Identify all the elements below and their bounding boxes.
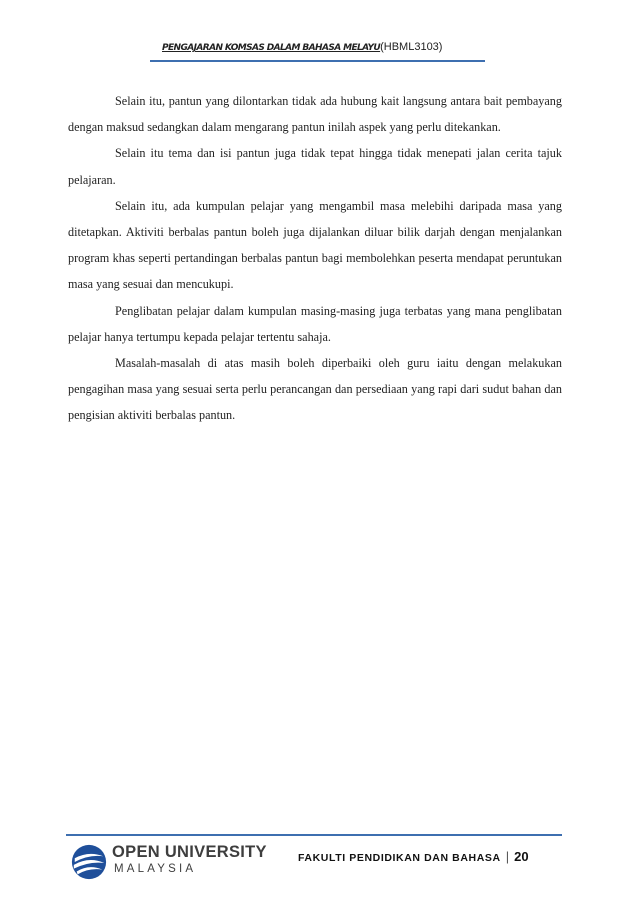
logo-wordmark-line1: OPEN UNIVERSITY (112, 843, 267, 861)
page-header (150, 38, 485, 62)
paragraph: Selain itu, pantun yang dilontarkan tidak ada hubung kait langsung antara bait pembayang dengan maksud sedangkan dalam mengarang pantun inilah aspek yang perlu ditekankan. (68, 94, 562, 135)
paragraph: Selain itu tema dan isi pantun juga tidak tepat hingga tidak menepati jalan cerita tajuk pelajaran. (68, 146, 562, 187)
page-footer (298, 848, 529, 866)
globe-logo-icon (70, 843, 108, 881)
open-university-logo (70, 841, 267, 887)
footer-separator: | (505, 849, 510, 864)
footer-rule (66, 834, 562, 836)
paragraph: Selain itu, ada kumpulan pelajar yang mengambil masa melebihi daripada masa yang ditetapkan. Aktiviti berbalas pantun boleh juga dijalankan diluar bilik darjah dengan menjalankan program khas seperti pertandingan berbalas pantun bagi membolehkan peserta mendapat peruntukan masa yang sesuai dan mencukupi. (68, 198, 562, 292)
header-course-code: (HBML3103) (380, 41, 443, 53)
paragraph: Masalah-masalah di atas masih boleh diperbaiki oleh guru iaitu dengan melakukan pengagihan masa yang sesuai serta perlu perancangan dan persediaan yang rapi dari sudut bahan dan pengisian aktiviti berbalas pantun. (68, 356, 562, 423)
body-text (68, 88, 562, 429)
header-course-title: PENGAJARAN KOMSAS DALAM BAHASA MELAYU (162, 43, 381, 53)
paragraph: Penglibatan pelajar dalam kumpulan masing-masing juga terbatas yang mana penglibatan pelajar hanya tertumpu kepada pelajar tertentu sahaja. (68, 303, 562, 344)
header-text (162, 41, 442, 53)
footer-faculty: FAKULTI PENDIDIKAN DAN BAHASA (298, 852, 501, 864)
header-rule (150, 60, 485, 62)
page-number: 20 (514, 849, 529, 864)
logo-wordmark-line2: MALAYSIA (114, 863, 197, 875)
